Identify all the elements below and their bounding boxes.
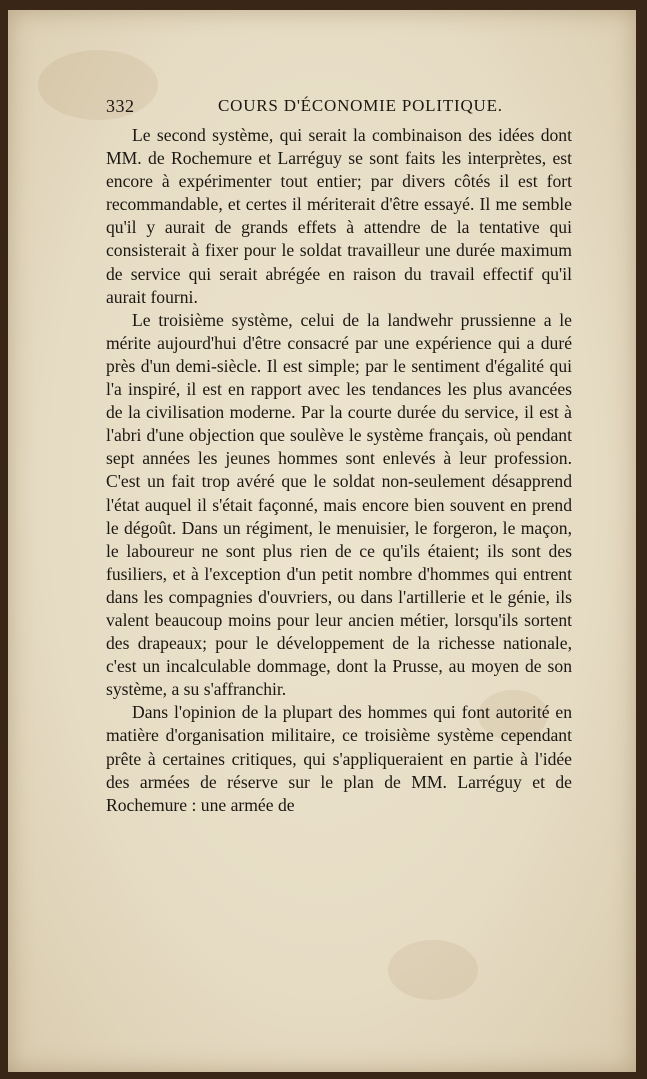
running-title: COURS D'ÉCONOMIE POLITIQUE. bbox=[218, 96, 503, 115]
body-text bbox=[106, 124, 572, 817]
paragraph-second-system: Le second système, qui serait la combinaison des idées dont MM. de Rochemure et Larréguy se sont faits les interprètes, est encore à expérimenter tout entier; par divers côtés il est fort recommandable, et certes il mériterait d'être essayé. Il me semble qu'il y aurait de grands effets à attendre de la tentative qui consisterait à fixer pour le soldat travailleur une durée maximum de service qui serait abrégée en raison du travail effectif qu'il aurait fourni. bbox=[106, 125, 572, 307]
paragraph-expert-opinion: Dans l'opinion de la plupart des hommes qui font autorité en matière d'organisation militaire, ce troisième système cependant prête à certaines critiques, qui s'appliqueraient en partie à l'idée des armées de réserve sur le plan de MM. Larréguy et de Rochemure : une armée de bbox=[106, 702, 572, 815]
running-header bbox=[106, 96, 570, 120]
paper-stain bbox=[388, 940, 478, 1000]
paragraph-third-system: Le troisième système, celui de la landwehr prussienne a le mérite aujourd'hui d'être consacré par une expérience qui a duré près d'un demi-siècle. Il est simple; par le sentiment d'égalité qui l'a inspiré, il est en rapport avec les tendances les plus avancées de la civilisation moderne. Par la courte durée du service, il est à l'abri d'une objection que soulève le système français, où pendant sept années les jeunes hommes sont enlevés à leur profession. C'est un fait trop avéré que le soldat non-seulement désapprend l'état auquel il s'était façonné, mais encore bien souvent en prend le dégoût. Dans un régiment, le menuisier, le forgeron, le maçon, le laboureur ne sont plus rien de ce qu'ils étaient; ils sont des fusiliers, et à l'exception d'un petit nombre d'hommes qui entrent dans les compagnies d'ouvriers, ou dans l'artillerie et le génie, ils valent beaucoup moins pour leur ancien métier, lorsqu'ils sortent des drapeaux; pour le développement de la richesse nationale, c'est un incalculable dommage, dont la Prusse, au moyen de son système, a su s'affranchir. bbox=[106, 309, 572, 700]
page-number: 332 bbox=[106, 96, 135, 116]
